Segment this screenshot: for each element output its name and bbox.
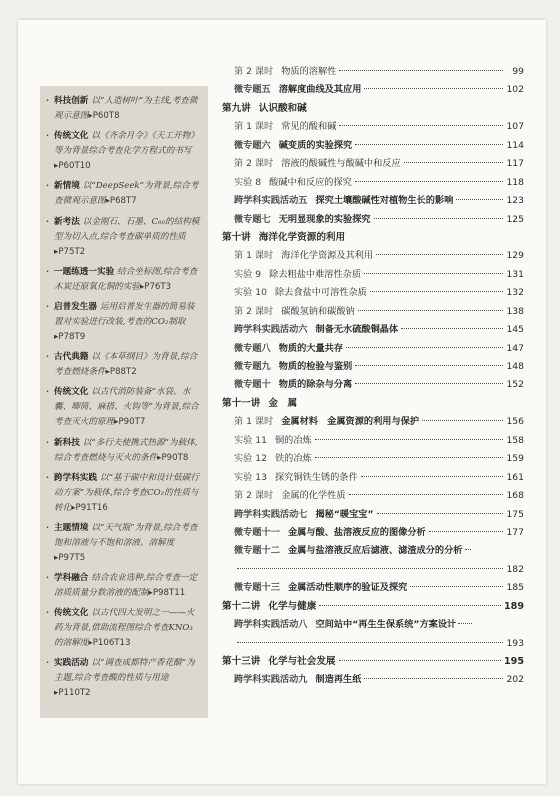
dot-leader bbox=[404, 162, 503, 163]
toc-entry-title: 金属材料 金属资源的利用与保护 bbox=[281, 416, 420, 428]
dot-leader bbox=[376, 254, 503, 255]
sidebar-item-text: 结合农业选种,综合考查一定溶质质量分数溶液的配制 bbox=[54, 573, 198, 599]
toc-entry[interactable] bbox=[222, 303, 524, 321]
toc-entry-title: 物质的检验与鉴别 bbox=[278, 361, 353, 372]
sidebar-item bbox=[46, 350, 200, 380]
toc-entry-title: 海洋化学资源的利用 bbox=[258, 231, 346, 243]
toc-entry[interactable] bbox=[222, 376, 524, 394]
toc-entry-title: 常见的酸和碱 bbox=[281, 121, 337, 133]
toc-entry-title: 碳酸氢钠和碳酸钠 bbox=[281, 305, 355, 317]
sidebar-item-text: 以古代四大发明之一——火药为背景,借助流程图综合考查KNO₃的溶解度 bbox=[54, 608, 195, 649]
toc-entry-label: 第 2 课时 bbox=[234, 305, 274, 317]
sidebar-highlights bbox=[40, 86, 208, 718]
sidebar-item-tag: 新考法 bbox=[54, 216, 80, 227]
toc-entry[interactable] bbox=[222, 432, 524, 450]
toc-entry-title: 物质的除杂与分离 bbox=[278, 379, 353, 391]
toc-entry-title: 金属与盐溶液反应后滤液、滤渣成分的分析 bbox=[287, 545, 463, 557]
arrow-icon: ▸ bbox=[88, 111, 93, 121]
dot-leader bbox=[315, 439, 503, 440]
sidebar-item bbox=[46, 471, 200, 516]
toc-entry-title: 金属活动性顺序的验证及探究 bbox=[287, 582, 408, 594]
sidebar-item bbox=[46, 215, 200, 260]
toc-entry-label: 第 2 课时 bbox=[234, 158, 274, 170]
sidebar-item-text: 以“天气瓶”为背景,综合考查饱和溶液与不饱和溶液、溶解度 bbox=[54, 522, 198, 548]
sidebar-item-ref[interactable]: P88T2 bbox=[109, 367, 137, 378]
toc-entry-label: 微专题十二 bbox=[234, 545, 280, 557]
toc-entry[interactable] bbox=[222, 284, 524, 302]
toc-entry-title: 金属与酸、盐溶液反应的图像分析 bbox=[287, 526, 426, 538]
toc-entry-label: 跨学科实践活动五 bbox=[234, 195, 308, 207]
sidebar-item bbox=[46, 521, 200, 566]
toc-entry-title: 海洋化学资源及其利用 bbox=[281, 250, 374, 262]
toc-entry-label: 跨学科实践活动八 bbox=[234, 619, 308, 631]
toc-entry-label: 微专题八 bbox=[234, 342, 271, 354]
sidebar-item bbox=[46, 436, 200, 466]
toc-entry-label: 实验 10 bbox=[234, 287, 267, 299]
arrow-icon: ▸ bbox=[157, 452, 162, 463]
toc-entry-title: 认识酸和碱 bbox=[258, 102, 307, 114]
sidebar-item bbox=[46, 129, 200, 174]
toc-entry-title: 除去食盐中可溶性杂质 bbox=[275, 287, 367, 299]
dot-leader bbox=[361, 476, 503, 477]
dot-leader bbox=[237, 568, 503, 569]
toc-entry-page: 182 bbox=[506, 563, 524, 575]
toc-entry-title: 探究铜铁生锈的条件 bbox=[275, 471, 358, 483]
sidebar-item-tag: 传统文化 bbox=[54, 131, 89, 142]
toc-entry-page: 117 bbox=[506, 158, 524, 170]
toc-entry-title: 碱变质的实验探究 bbox=[278, 139, 353, 151]
dot-leader bbox=[339, 125, 503, 126]
toc-entry[interactable] bbox=[222, 211, 524, 229]
sidebar-item-ref[interactable]: P91T16 bbox=[75, 502, 108, 513]
toc-entry-title: 酸碱中和反应的探究 bbox=[269, 176, 352, 188]
arrow-icon: ▸ bbox=[54, 161, 59, 172]
sidebar-item-text: 以《齐余月令》《天工开物》等为背景综合考查化学方程式的书写 bbox=[54, 131, 199, 157]
toc-entry-title: 制备无水硫酸铜晶体 bbox=[315, 324, 399, 336]
sidebar-item bbox=[46, 656, 200, 701]
toc-entry-title: 揭秘“暖宝宝” bbox=[315, 508, 374, 520]
toc-entry-page: 159 bbox=[506, 453, 524, 465]
dot-leader bbox=[237, 642, 503, 643]
toc-entry-title: 探究土壤酸碱性对植物生长的影响 bbox=[315, 195, 454, 207]
toc-entry-label: 第 1 课时 bbox=[234, 250, 274, 262]
toc-entry[interactable] bbox=[222, 340, 524, 358]
dot-leader bbox=[355, 383, 503, 384]
arrow-icon: ▸ bbox=[54, 688, 59, 699]
toc-entry-label: 第十讲 bbox=[222, 231, 251, 243]
toc-entry-label: 跨学科实践活动九 bbox=[234, 674, 308, 686]
toc-entry[interactable] bbox=[222, 598, 524, 616]
dot-leader bbox=[410, 586, 503, 587]
bullet-icon: · bbox=[46, 658, 49, 669]
toc-entry-title: 无明显现象的实验探究 bbox=[278, 213, 371, 225]
sidebar-item-tag: 学科融合 bbox=[54, 573, 89, 584]
toc-entry-title: 化学与健康 bbox=[268, 600, 317, 612]
bullet-icon: · bbox=[46, 437, 49, 448]
arrow-icon: ▸ bbox=[54, 331, 59, 342]
toc-entry-label: 微专题十三 bbox=[234, 582, 280, 594]
sidebar-item bbox=[46, 606, 200, 651]
table-of-contents bbox=[222, 63, 524, 690]
toc-entry[interactable] bbox=[222, 506, 524, 524]
dot-leader bbox=[339, 70, 503, 71]
toc-entry[interactable] bbox=[222, 450, 524, 468]
arrow-icon: ▸ bbox=[148, 588, 153, 599]
sidebar-item-text: 以“人造树叶”为主线,考查微观示意图 bbox=[54, 96, 198, 121]
toc-entry-page: 99 bbox=[512, 66, 524, 77]
dot-leader bbox=[374, 218, 503, 219]
toc-entry[interactable] bbox=[222, 247, 524, 265]
toc-entry[interactable] bbox=[222, 524, 524, 542]
dot-leader bbox=[355, 181, 503, 182]
sidebar-item-text: 结合坐标图,综合考查木炭还原氧化铜的实验 bbox=[54, 266, 198, 292]
toc-entry-label: 第十二讲 bbox=[222, 600, 261, 612]
sidebar-item bbox=[46, 265, 200, 295]
toc-entry-label: 跨学科实践活动六 bbox=[234, 324, 308, 336]
toc-entry-label: 微专题九 bbox=[234, 361, 271, 372]
toc-entry[interactable] bbox=[222, 561, 524, 579]
toc-entry[interactable] bbox=[222, 358, 524, 376]
toc-entry-label: 第九讲 bbox=[222, 102, 251, 114]
toc-entry-title: 溶液的酸碱性与酸碱中和反应 bbox=[281, 158, 401, 170]
arrow-icon: ▸ bbox=[88, 638, 93, 649]
sidebar-item-ref[interactable]: P78T9 bbox=[58, 331, 86, 342]
dot-leader bbox=[364, 678, 503, 679]
toc-entry[interactable] bbox=[222, 192, 524, 210]
dot-leader bbox=[355, 144, 503, 145]
bullet-icon: · bbox=[46, 387, 49, 398]
toc-entry-page: 189 bbox=[503, 600, 524, 612]
sidebar-item-tag: 传统文化 bbox=[54, 387, 89, 398]
toc-entry-label: 实验 9 bbox=[234, 268, 262, 280]
dot-leader bbox=[401, 328, 503, 329]
toc-entry[interactable] bbox=[222, 395, 524, 413]
toc-entry-page: 132 bbox=[506, 287, 524, 299]
toc-entry[interactable] bbox=[222, 635, 524, 653]
dot-leader bbox=[315, 457, 503, 458]
dot-leader bbox=[370, 291, 503, 292]
toc-entry[interactable] bbox=[222, 579, 524, 597]
bullet-icon: · bbox=[46, 181, 49, 192]
toc-entry-page: 175 bbox=[506, 508, 524, 520]
toc-entry-page: 131 bbox=[506, 268, 524, 280]
toc-entry[interactable] bbox=[222, 266, 524, 284]
toc-entry-title: 溶解度曲线及其应用 bbox=[278, 84, 362, 96]
sidebar-item-text: 以“基于碳中和设计低碳行动方案”为载体,综合考查CO₂的性质与转化 bbox=[54, 472, 199, 513]
arrow-icon: ▸ bbox=[54, 246, 59, 257]
toc-entry-page: 147 bbox=[506, 342, 524, 354]
sidebar-item-ref[interactable]: P90T8 bbox=[161, 452, 189, 463]
bullet-icon: · bbox=[46, 522, 49, 533]
sidebar-item-ref[interactable]: P68T7 bbox=[109, 196, 137, 207]
sidebar-item-text: 以金刚石、石墨、C₆₀的结构模型为切入点,综合考查碳单质的性质 bbox=[54, 216, 200, 242]
sidebar-item-tag: 新情境 bbox=[54, 181, 80, 192]
sidebar-item-tag: 主题情境 bbox=[54, 522, 89, 533]
toc-entry-title: 除去粗盐中难溶性杂质 bbox=[269, 268, 362, 280]
sidebar-item-ref[interactable]: P60T10 bbox=[58, 161, 91, 172]
toc-entry[interactable] bbox=[222, 542, 524, 560]
dot-leader bbox=[422, 420, 503, 421]
dot-leader bbox=[364, 273, 503, 274]
dot-leader bbox=[339, 660, 501, 661]
sidebar-item bbox=[46, 300, 200, 345]
toc-entry-page: 148 bbox=[506, 361, 524, 372]
arrow-icon: ▸ bbox=[105, 367, 110, 378]
toc-entry-label: 实验 13 bbox=[234, 471, 267, 483]
sidebar-item-tag: 新科技 bbox=[54, 437, 80, 448]
bullet-icon: · bbox=[46, 608, 49, 619]
sidebar-item-tag: 跨学科实践 bbox=[54, 472, 97, 483]
toc-entry-label: 第 2 课时 bbox=[234, 490, 274, 502]
sidebar-item-text: 以古代消防装备“水袋、水囊、唧筒、麻搭、火钩等”为背景,综合考查灭火的原理 bbox=[54, 387, 199, 428]
dot-leader bbox=[429, 531, 503, 532]
toc-entry-label: 微专题五 bbox=[234, 84, 271, 96]
toc-entry[interactable] bbox=[222, 63, 524, 81]
toc-entry-page: 168 bbox=[506, 490, 524, 502]
toc-entry[interactable] bbox=[222, 487, 524, 505]
toc-entry-title: 化学与社会发展 bbox=[268, 656, 336, 667]
toc-entry-label: 微专题七 bbox=[234, 213, 271, 225]
toc-entry-page: 145 bbox=[506, 324, 524, 336]
toc-entry-label: 微专题十 bbox=[234, 379, 271, 391]
dot-leader bbox=[377, 513, 503, 514]
toc-entry-page: 129 bbox=[506, 250, 524, 262]
sidebar-item-tag: 科技创新 bbox=[54, 96, 89, 106]
toc-entry-page: 185 bbox=[506, 582, 524, 594]
dot-leader bbox=[458, 623, 472, 624]
sidebar-item bbox=[46, 571, 200, 601]
toc-entry-page: 102 bbox=[506, 84, 524, 96]
toc-entry-page: 118 bbox=[506, 176, 524, 188]
sidebar-item-text: 运用启普发生器的简易装置对实验进行改装,考查的CO₂制取 bbox=[54, 301, 195, 327]
toc-entry[interactable] bbox=[222, 155, 524, 173]
toc-entry[interactable] bbox=[222, 100, 524, 118]
toc-entry-page: 152 bbox=[506, 379, 524, 391]
toc-entry-title: 物质的大量共存 bbox=[278, 342, 344, 354]
toc-entry-title: 金 属 bbox=[268, 397, 298, 409]
toc-entry-page: 158 bbox=[506, 434, 524, 446]
sidebar-item-tag: 古代典籍 bbox=[54, 352, 89, 363]
dot-leader bbox=[364, 88, 503, 89]
bullet-icon: · bbox=[46, 301, 49, 312]
arrow-icon: ▸ bbox=[54, 552, 59, 563]
toc-entry[interactable] bbox=[222, 118, 524, 136]
dot-leader bbox=[355, 365, 503, 366]
sidebar-item-ref[interactable]: P76T3 bbox=[144, 281, 172, 292]
toc-entry[interactable] bbox=[222, 174, 524, 192]
toc-entry-page: 195 bbox=[503, 656, 524, 667]
toc-entry-label: 第 1 课时 bbox=[234, 416, 274, 428]
sidebar-item-tag: 传统文化 bbox=[54, 608, 89, 619]
arrow-icon: ▸ bbox=[71, 502, 76, 513]
toc-entry-page: 177 bbox=[506, 526, 524, 538]
sidebar-item-text: 以“调查成都特产香花醋”为主题,综合考查酸的性质与用途 bbox=[54, 658, 195, 684]
toc-entry-page: 156 bbox=[506, 416, 524, 428]
toc-entry-label: 实验 12 bbox=[234, 453, 267, 465]
toc-entry-page: 107 bbox=[506, 121, 524, 133]
sidebar-item-ref[interactable]: P106T13 bbox=[92, 638, 131, 649]
sidebar-item bbox=[46, 94, 200, 124]
toc-entry-title: 物质的溶解性 bbox=[281, 66, 337, 77]
sidebar-item-ref[interactable]: P60T8 bbox=[92, 111, 120, 121]
arrow-icon: ▸ bbox=[114, 417, 119, 428]
toc-entry-title: 铜的冶炼 bbox=[275, 434, 312, 446]
arrow-icon: ▸ bbox=[139, 281, 145, 292]
toc-entry-title: 铁的冶炼 bbox=[275, 453, 312, 465]
toc-entry[interactable] bbox=[222, 616, 524, 634]
sidebar-item bbox=[46, 179, 200, 209]
dot-leader bbox=[456, 199, 503, 200]
toc-entry-page: 202 bbox=[506, 674, 524, 686]
sidebar-item-text: 以“DeepSeek”为背景,综合考查微观示意图 bbox=[54, 181, 199, 207]
toc-entry[interactable] bbox=[222, 653, 524, 671]
bullet-icon: · bbox=[46, 131, 49, 142]
dot-leader bbox=[358, 310, 503, 311]
toc-entry-label: 第 2 课时 bbox=[234, 66, 274, 77]
toc-entry[interactable] bbox=[222, 229, 524, 247]
bullet-icon: · bbox=[46, 266, 49, 277]
sidebar-item-ref[interactable]: P97T5 bbox=[58, 552, 86, 563]
toc-entry-title: 空间站中“再生生保系统”方案设计 bbox=[315, 619, 457, 631]
bullet-icon: · bbox=[46, 352, 49, 363]
sidebar-item-ref[interactable]: P98T11 bbox=[152, 588, 186, 599]
toc-entry-page: 123 bbox=[506, 195, 524, 207]
toc-entry-page: 138 bbox=[506, 305, 524, 317]
toc-entry-title: 金属的化学性质 bbox=[281, 490, 346, 502]
sidebar-item-tag: 实践活动 bbox=[54, 658, 89, 669]
dot-leader bbox=[319, 605, 501, 606]
toc-entry-page: 125 bbox=[506, 213, 524, 225]
bullet-icon: · bbox=[46, 472, 49, 483]
toc-entry-page: 114 bbox=[506, 139, 524, 151]
dot-leader bbox=[346, 347, 503, 348]
toc-entry[interactable] bbox=[222, 413, 524, 431]
toc-entry-page: 193 bbox=[506, 637, 524, 649]
toc-entry-page: 161 bbox=[506, 471, 524, 483]
bullet-icon: · bbox=[46, 573, 49, 584]
dot-leader bbox=[465, 549, 471, 550]
bullet-icon: · bbox=[46, 96, 49, 106]
toc-entry[interactable] bbox=[222, 469, 524, 487]
sidebar-item-text: 以“多行夫使携式热源”为载体,综合考查燃烧与灭火的条件 bbox=[54, 437, 198, 463]
toc-entry-label: 实验 8 bbox=[234, 176, 262, 188]
toc-entry-label: 第十三讲 bbox=[222, 656, 261, 667]
toc-entry[interactable] bbox=[222, 137, 524, 155]
toc-entry[interactable] bbox=[222, 321, 524, 339]
bullet-icon: · bbox=[46, 216, 49, 227]
sidebar-item-tag: 启普发生器 bbox=[54, 301, 97, 312]
toc-entry-label: 跨学科实践活动七 bbox=[234, 508, 308, 520]
toc-entry-label: 第 1 课时 bbox=[234, 121, 274, 133]
sidebar-item-ref[interactable]: P75T2 bbox=[58, 246, 86, 257]
toc-entry-label: 第十一讲 bbox=[222, 397, 261, 409]
toc-entry-label: 微专题六 bbox=[234, 139, 271, 151]
sidebar-item-text: 以《本草纲目》为背景,综合考查燃烧条件 bbox=[54, 352, 198, 378]
dot-leader bbox=[349, 494, 503, 495]
toc-entry[interactable] bbox=[222, 671, 524, 689]
sidebar-item-tag: 一题练透一实验 bbox=[54, 266, 115, 277]
sidebar-item bbox=[46, 385, 200, 430]
sidebar-item-ref[interactable]: P110T2 bbox=[58, 688, 91, 699]
arrow-icon: ▸ bbox=[105, 196, 110, 207]
toc-entry-label: 实验 11 bbox=[234, 434, 267, 446]
sidebar-item-ref[interactable]: P90T7 bbox=[118, 417, 146, 428]
toc-entry-label: 微专题十一 bbox=[234, 526, 280, 538]
toc-entry-title: 制造再生纸 bbox=[315, 674, 362, 686]
toc-entry[interactable] bbox=[222, 81, 524, 99]
